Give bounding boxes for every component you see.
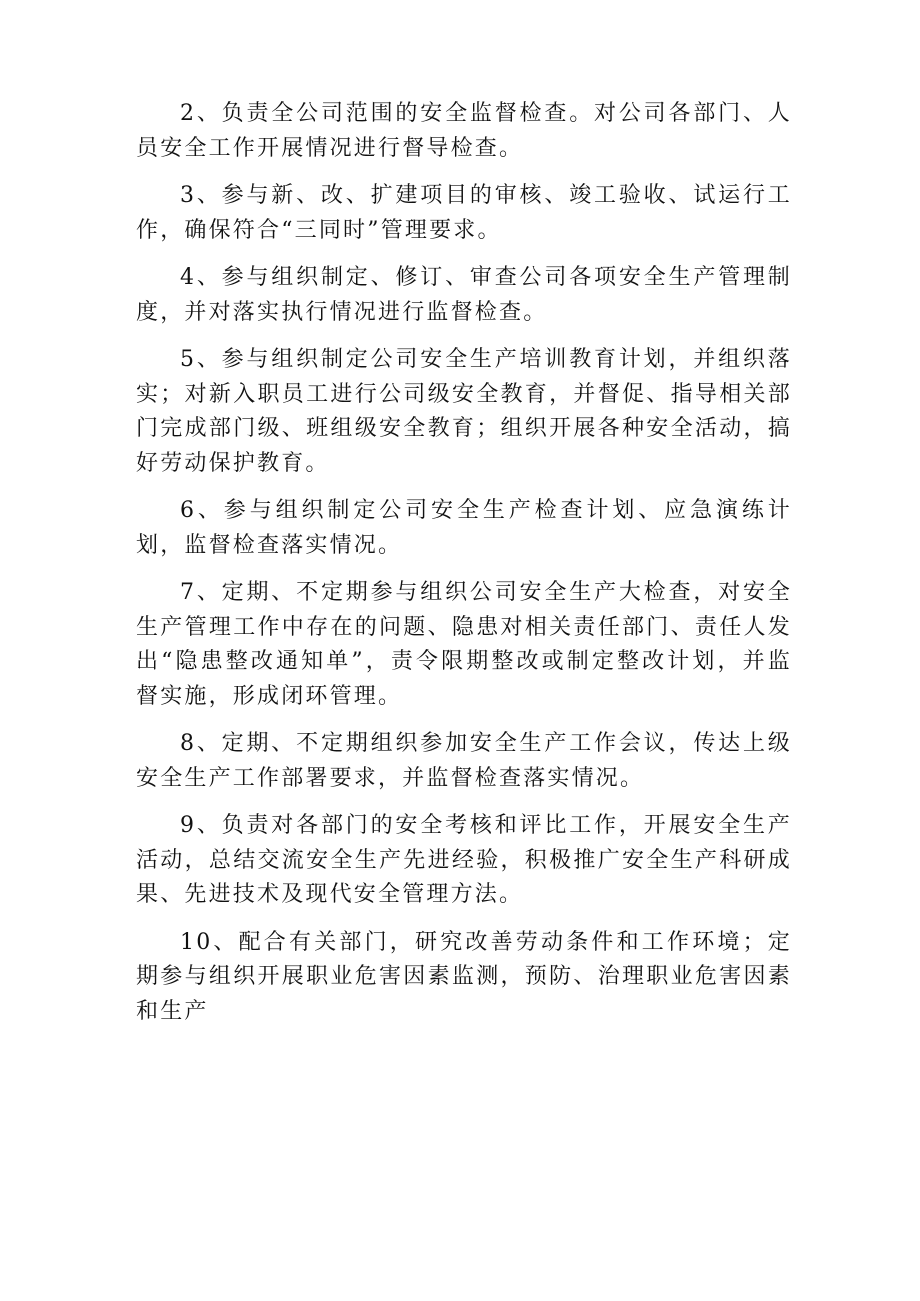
paragraph-item-9: 9、负责对各部门的安全考核和评比工作，开展安全生产活动，总结交流安全生产先进经验，积极推广安全生产科研成果、先进技术及现代安全管理方法。	[136, 813, 792, 907]
paragraph-item-10: 10、配合有关部门，研究改善劳动条件和工作环境；定期参与组织开展职业危害因素监测，预防、治理职业危害因素和生产	[136, 929, 792, 1024]
paragraph-item-3: 3、参与新、改、扩建项目的审核、竣工验收、试运行工作，确保符合“三同时”管理要求。	[136, 183, 792, 243]
paragraph-item-7: 7、定期、不定期参与组织公司安全生产大检查，对安全生产管理工作中存在的问题、隐患对相关责任部门、责任人发出“隐患整改通知单”，责令限期整改或制定整改计划，并监督实施，形成闭环管理。	[136, 580, 792, 709]
paragraph-item-2: 2、负责全公司范围的安全监督检查。对公司各部门、人员安全工作开展情况进行督导检查。	[136, 101, 792, 161]
paragraph-item-8: 8、定期、不定期组织参加安全生产工作会议，传达上级安全生产工作部署要求，并监督检查落实情况。	[136, 731, 792, 791]
paragraph-item-5: 5、参与组织制定公司安全生产培训教育计划，并组织落实；对新入职员工进行公司级安全教育，并督促、指导相关部门完成部门级、班组级安全教育；组织开展各种安全活动，搞好劳动保护教育。	[136, 347, 792, 476]
paragraph-item-6: 6、参与组织制定公司安全生产检查计划、应急演练计划，监督检查落实情况。	[136, 498, 792, 558]
paragraph-item-4: 4、参与组织制定、修订、审查公司各项安全生产管理制度，并对落实执行情况进行监督检查。	[136, 265, 792, 325]
document-body	[136, 97, 792, 1042]
